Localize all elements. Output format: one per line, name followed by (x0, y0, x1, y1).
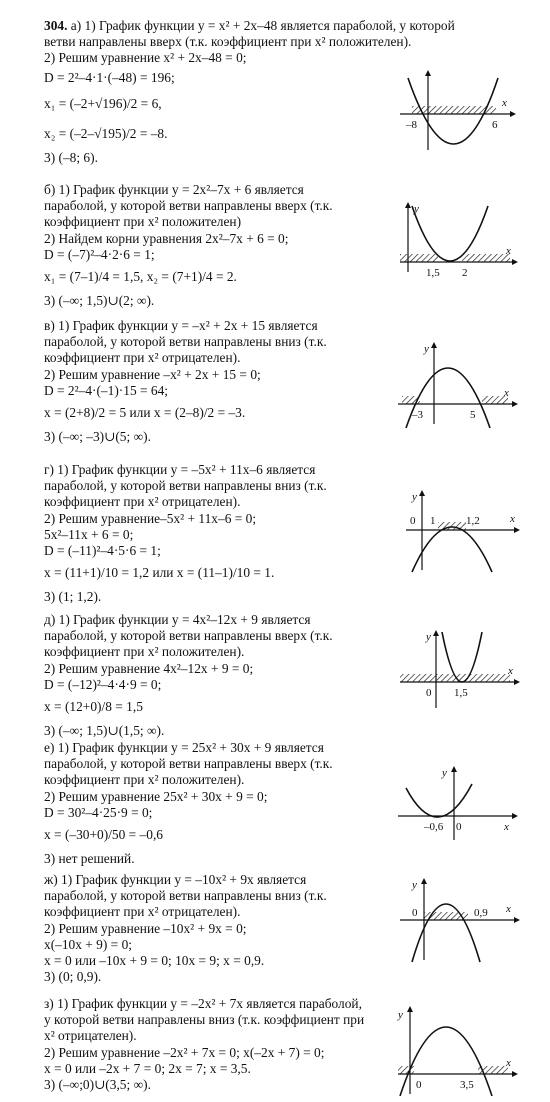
arrow-icon (431, 342, 437, 348)
part-a-line: 2) Решим уравнение x² + 2x–48 = 0; (44, 50, 247, 66)
part-a-line: ветви направлены вверх (т.к. коэффициент при x² положителен). (44, 34, 412, 50)
part-e (44, 740, 366, 867)
x-axis-label: x (504, 387, 509, 399)
arrow-icon (419, 490, 425, 496)
hatch-region (400, 254, 438, 262)
part-g-line: x = (11+1)/10 = 1,2 или x = (11–1)/10 = 1. (44, 565, 275, 581)
part-b-line: D = (–7)²–4·2·6 = 1; (44, 246, 155, 262)
part-d-line: 2) Решим уравнение 4x²–12x + 9 = 0; (44, 660, 254, 676)
y-axis-label: y (426, 631, 431, 643)
part-z-line: з) 1) График функции y = –2x² + 7x является параболой, у которой ветви направлены вниз (т.к. коэффициент при x² отрицателен). (44, 996, 365, 1044)
arrow-icon (405, 202, 411, 208)
arrow-icon (512, 401, 518, 407)
part-zh-line: 3) (0; 0,9). (44, 969, 102, 985)
root-label: 0 (416, 1079, 422, 1091)
x-axis-label: x (506, 1057, 511, 1069)
root-label: –0,6 (424, 821, 444, 833)
part-g (44, 462, 366, 606)
arrow-icon (512, 813, 518, 819)
part-zh-line: x(–10x + 9) = 0; (44, 936, 133, 952)
arrow-icon (512, 259, 518, 265)
part-e-line: D = 30²–4·25·9 = 0; (44, 804, 153, 820)
hatch-region (462, 254, 510, 262)
root-label: 0,9 (474, 907, 488, 919)
root-label: 3,5 (460, 1079, 474, 1091)
arrow-icon (514, 917, 520, 923)
parabola-curve (412, 206, 488, 261)
part-zh-line: x = 0 или –10x + 9 = 0; 10x = 9; x = 0,9. (44, 953, 265, 969)
arrow-icon (451, 766, 457, 772)
part-z (44, 996, 366, 1093)
root-label: 0 (426, 687, 432, 699)
graph-e (396, 764, 520, 844)
part-a-line (44, 18, 504, 34)
root-label: 1 (430, 515, 436, 527)
arrow-icon (510, 111, 516, 117)
graph-z (396, 1004, 520, 1096)
parabola-curve (412, 527, 492, 572)
y-axis-label: y (412, 879, 417, 891)
part-a-line-text: а) 1) График функции y = x² + 2x–48 является параболой, у которой (70, 18, 455, 33)
part-g-line: D = (–11)²–4·5·6 = 1; (44, 543, 161, 559)
part-b-line: x₁ = (7–1)/4 = 1,5, x₂ = (7+1)/4 = 2. (44, 269, 237, 285)
part-d (44, 612, 366, 739)
part-g-line: 2) Решим уравнение–5x² + 11x–6 = 0; (44, 510, 257, 526)
y-axis-label: y (414, 203, 419, 215)
x-axis-label: x (502, 97, 507, 109)
part-d-line: x = (12+0)/8 = 1,5 (44, 699, 143, 715)
part-b-line: 2) Найдем корни уравнения 2x²–7x + 6 = 0; (44, 230, 289, 246)
arrow-icon (514, 527, 520, 533)
part-z-line: 2) Решим уравнение –2x² + 7x = 0; x(–2x + 7) = 0; (44, 1044, 325, 1060)
part-zh (44, 872, 366, 985)
x-axis-label: x (510, 513, 515, 525)
root-label: 1,2 (466, 515, 480, 527)
y-axis-label: y (412, 491, 417, 503)
part-v-line: в) 1) График функции y = –x² + 2x + 15 является параболой, у которой ветви направлены вниз (т.к. коэффициент при x² отрицателен). (44, 318, 327, 366)
part-g-line: г) 1) График функции y = –5x² + 11x–6 является параболой, у которой ветви направлены вниз (т.к. коэффициент при x² отрицателен). (44, 462, 327, 510)
part-a-line: D = 2²–4·1·(–48) = 196; (44, 69, 175, 85)
part-zh-line: 2) Решим уравнение –10x² + 9x = 0; (44, 920, 247, 936)
arrow-icon (425, 70, 431, 76)
root-label: 0 (456, 821, 462, 833)
part-v (44, 318, 366, 445)
part-e-line: x = (–30+0)/50 = –0,6 (44, 827, 163, 843)
part-v-line: x = (2+8)/2 = 5 или x = (2–8)/2 = –3. (44, 405, 246, 421)
part-g-line: 3) (1; 1,2). (44, 589, 102, 605)
root-label: 6 (492, 119, 498, 131)
root-label: 5 (470, 409, 476, 421)
x-axis-label: x (506, 903, 511, 915)
x-axis-label: x (508, 665, 513, 677)
parabola-curve (406, 784, 472, 817)
part-a-line: 3) (–8; 6). (44, 150, 98, 166)
part-g-line: 5x²–11x + 6 = 0; (44, 526, 134, 542)
root-label: 1,5 (426, 267, 440, 279)
part-v-line: 2) Решим уравнение –x² + 2x + 15 = 0; (44, 366, 261, 382)
part-b-line: 3) (–∞; 1,5)∪(2; ∞). (44, 293, 155, 309)
part-a-line: x₂ = (–2–√195)/2 = –8. (44, 126, 168, 142)
root-label: 2 (462, 267, 468, 279)
arrow-icon (512, 1071, 518, 1077)
root-label: 1,5 (454, 687, 468, 699)
graph-zh (398, 876, 522, 964)
arrow-icon (421, 878, 427, 884)
part-zh-line: ж) 1) График функции y = –10x² + 9x является параболой, у которой ветви направлены вниз (т.к. коэффициент при x² отрицателен). (44, 872, 327, 920)
x-axis-label: x (506, 245, 511, 257)
part-z-line: x = 0 или –2x + 7 = 0; 2x = 7; x = 3,5. (44, 1060, 251, 1076)
graph-b (398, 200, 520, 290)
problem-number: 304. (44, 18, 68, 33)
arrow-icon (514, 679, 520, 685)
graph-v (396, 340, 520, 430)
y-axis-label: y (442, 767, 447, 779)
root-label: 0 (410, 515, 416, 527)
graph-a (398, 70, 516, 158)
root-label: –8 (406, 119, 417, 131)
arrow-icon (433, 630, 439, 636)
part-e-line: е) 1) График функции y = 25x² + 30x + 9 является параболой, у которой ветви направлены вверх (т.к. коэффициент при x² положителен). (44, 740, 333, 788)
part-v-line: 3) (–∞; –3)∪(5; ∞). (44, 429, 151, 445)
part-b (44, 182, 366, 309)
part-a-line: x₁ = (–2+√196)/2 = 6, (44, 95, 162, 111)
part-v-line: D = 2²–4·(–1)·15 = 64; (44, 382, 168, 398)
hatch-region (438, 522, 466, 530)
part-e-line: 3) нет решений. (44, 851, 135, 867)
arrow-icon (407, 1006, 413, 1012)
root-label: –3 (412, 409, 423, 421)
parabola-curve (400, 1027, 492, 1096)
root-label: 0 (412, 907, 418, 919)
graph-g (404, 488, 522, 574)
graph-d (398, 628, 522, 712)
y-axis-label: y (398, 1009, 403, 1021)
part-e-line: 2) Решим уравнение 25x² + 30x + 9 = 0; (44, 788, 268, 804)
part-z-line: 3) (–∞;0)∪(3,5; ∞). (44, 1077, 151, 1093)
y-axis-label: y (424, 343, 429, 355)
part-d-line: д) 1) График функции y = 4x²–12x + 9 является параболой, у которой ветви направлены вверх (т.к. коэффициент при x² положителен). (44, 612, 333, 660)
part-b-line: б) 1) График функции y = 2x²–7x + 6 является параболой, у которой ветви направлены вверх (т.к. коэффициент при x² положителен) (44, 182, 333, 230)
x-axis-label: x (504, 821, 509, 833)
part-d-line: 3) (–∞; 1,5)∪(1,5; ∞). (44, 723, 165, 739)
part-d-line: D = (–12)²–4·4·9 = 0; (44, 676, 162, 692)
